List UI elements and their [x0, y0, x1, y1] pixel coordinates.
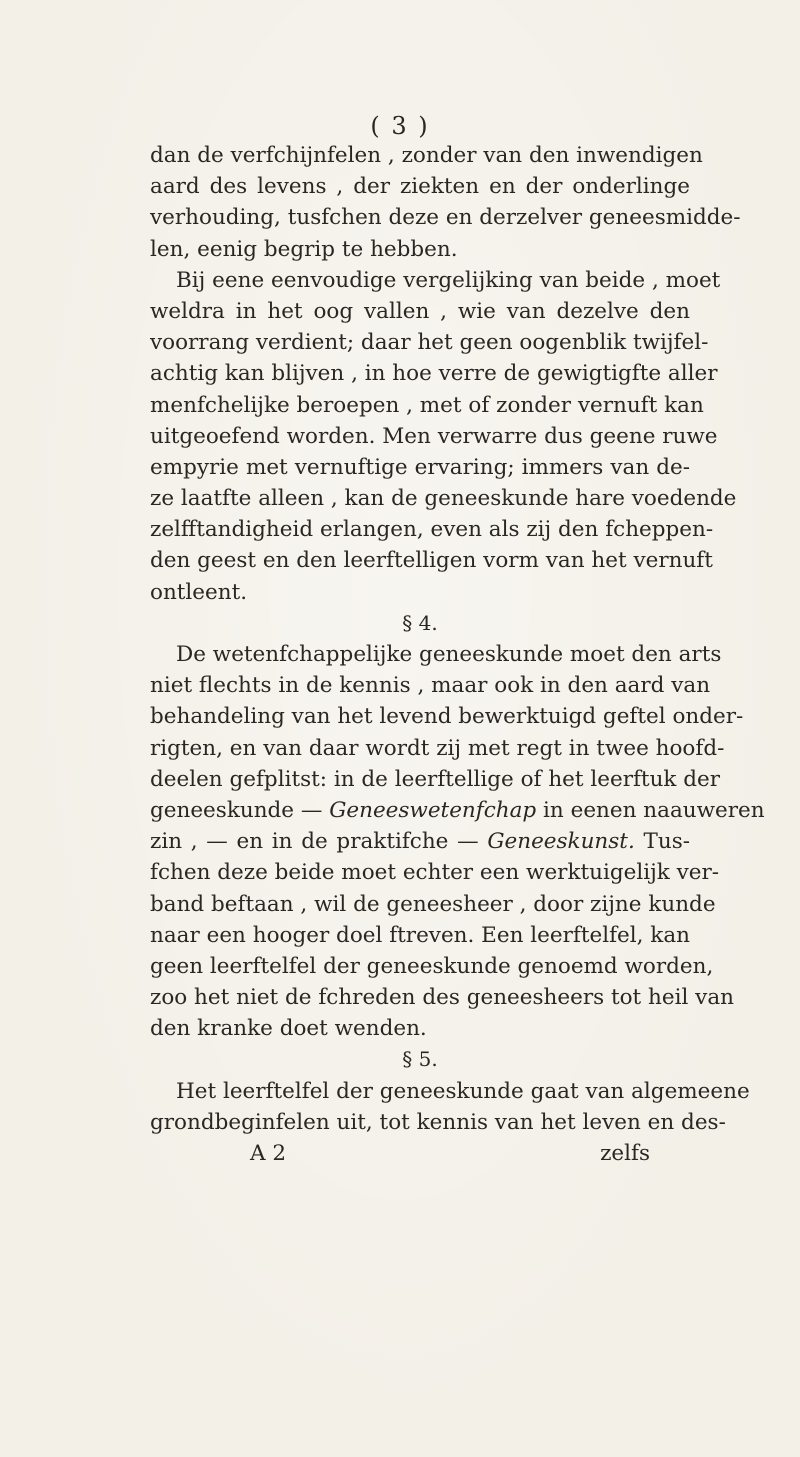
text-line: naar een hooger doel ftreven. Een leerftelfel, kan	[150, 922, 690, 948]
text-line: behandeling van het levend bewerktuigd geftel onder-	[150, 704, 744, 730]
text-line: menfchelijke beroepen , met of zonder vernuft kan	[150, 392, 704, 418]
signature-mark: A 2	[250, 1141, 287, 1166]
text-line: Het leerftelfel der geneeskunde gaat van algemeene	[176, 1078, 750, 1104]
page-footer	[150, 1138, 690, 1169]
text-line: zelfftandigheid erlangen, even als zij den fcheppen-	[150, 517, 714, 543]
text-run: zin , — en in de praktifche —	[150, 829, 488, 855]
section-heading: § 4.	[402, 610, 438, 635]
text-line: dan de verfchijnfelen , zonder van den inwendigen	[150, 143, 703, 168]
text-line: uitgeoefend worden. Men verwarre dus geene ruwe	[150, 423, 718, 449]
text-line: den kranke doet wenden.	[150, 1016, 427, 1042]
text-line: empyrie met vernuftige ervaring; immers van de-	[150, 454, 690, 480]
text-line: len, eenig begrip te hebben.	[150, 236, 458, 262]
text-line: achtig kan blijven , in hoe verre de gewigtigfte aller	[150, 361, 718, 387]
text-line: den geest en den leerftelligen vorm van het vernuft	[150, 548, 713, 574]
text-run: in eenen naauweren	[536, 797, 765, 823]
text-line: ze laatfte alleen , kan de geneeskunde hare voedende	[150, 486, 737, 512]
text-line-mixed	[150, 826, 690, 857]
text-run: Tus-	[634, 829, 690, 855]
text-run: geneeskunde —	[150, 797, 330, 823]
text-line: verhouding, tusfchen deze en derzelver geneesmidde-	[150, 205, 741, 231]
italic-term: Geneeskunst.	[487, 829, 635, 855]
text-line: voorrang verdient; daar het geen oogenblik twijfel-	[150, 330, 709, 356]
text-line-mixed	[150, 795, 765, 826]
text-line: band beftaan , wil de geneesheer , door zijne kunde	[150, 891, 716, 917]
catchword: zelfs	[600, 1141, 650, 1166]
text-line: zoo het niet de fchreden des geneesheers tot heil van	[150, 985, 734, 1011]
text-line: aard des levens , der ziekten en der onderlinge	[150, 174, 690, 200]
page-number-header: ( 3 )	[370, 112, 430, 140]
text-line: niet flechts in de kennis , maar ook in den aard van	[150, 673, 711, 699]
text-line: deelen gefplitst: in de leerftellige of het leerftuk der	[150, 766, 721, 792]
text-line: fchen deze beide moet echter een werktuigelijk ver-	[150, 860, 720, 886]
text-line: weldra in het oog vallen , wie van dezelve den	[150, 298, 690, 324]
text-line: grondbeginfelen uit, tot kennis van het leven en des-	[150, 1109, 726, 1135]
body-text	[150, 140, 765, 1169]
text-line: geen leerftelfel der geneeskunde genoemd worden,	[150, 953, 714, 979]
text-line: De wetenfchappelijke geneeskunde moet den arts	[176, 642, 722, 667]
section-heading: § 5.	[402, 1047, 438, 1072]
text-line: Bij eene eenvoudige vergelijking van beide , moet	[176, 267, 721, 293]
text-line: ontleent.	[150, 579, 248, 605]
italic-term: Geneeswetenfchap	[329, 797, 537, 823]
text-line: rigten, en van daar wordt zij met regt in twee hoofd-	[150, 735, 725, 761]
